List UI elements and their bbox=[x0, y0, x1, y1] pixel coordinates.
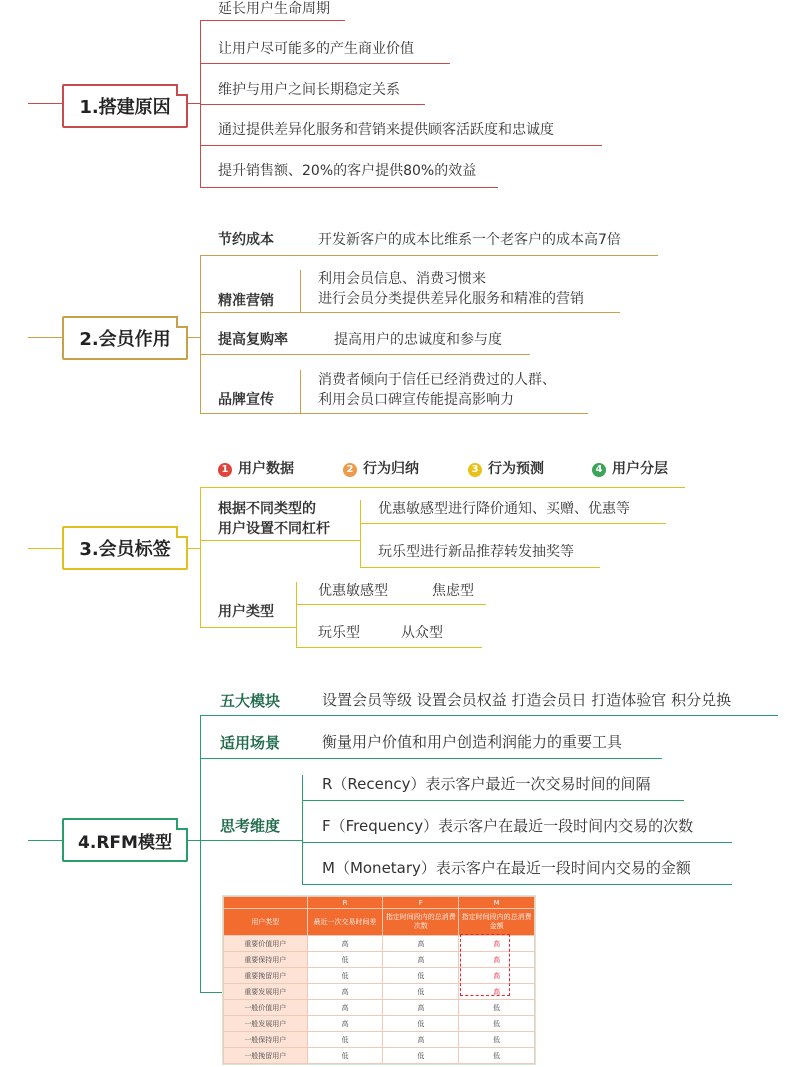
underline bbox=[200, 758, 662, 759]
type-item: 从众型 bbox=[401, 625, 443, 641]
header-cell: 用户类型 bbox=[224, 909, 308, 936]
underline bbox=[200, 312, 620, 313]
header-cell: M bbox=[459, 897, 535, 909]
branch-line bbox=[302, 775, 303, 885]
step-label: 行为归纳 bbox=[363, 461, 419, 477]
table-cell: 高 bbox=[459, 984, 535, 1000]
role-desc: 利用会员口碑宣传能提高影响力 bbox=[318, 392, 514, 408]
role-desc: 开发新客户的成本比维系一个老客户的成本高7倍 bbox=[318, 232, 621, 248]
lever-label: 根据不同类型的 bbox=[218, 501, 316, 517]
table-cell: 低 bbox=[307, 1032, 383, 1048]
table-header-row bbox=[224, 897, 535, 909]
dim-item: F（Frequency）表示客户在最近一段时间内交易的次数 bbox=[322, 817, 694, 835]
table-cell: 高 bbox=[459, 968, 535, 984]
user-type-cell: 重要发展用户 bbox=[224, 984, 308, 1000]
underline bbox=[296, 604, 486, 605]
table-cell: 低 bbox=[383, 1048, 459, 1064]
underline bbox=[200, 715, 778, 716]
underline bbox=[200, 840, 302, 841]
connector-line bbox=[188, 548, 200, 549]
reason-item: 让用户尽可能多的产生商业价值 bbox=[218, 41, 414, 57]
user-type-cell: 一般挽留用户 bbox=[224, 1048, 308, 1064]
lever-item: 优惠敏感型进行降价通知、买赠、优惠等 bbox=[378, 501, 630, 517]
header-cell: 最近一次交易时间差 bbox=[307, 909, 383, 936]
underline bbox=[200, 255, 658, 256]
user-type-cell: 重要挽留用户 bbox=[224, 968, 308, 984]
role-desc: 进行会员分类提供差异化服务和精准的营销 bbox=[318, 291, 584, 307]
table-header-row bbox=[224, 909, 535, 936]
underline bbox=[296, 647, 482, 648]
connector-line bbox=[188, 840, 200, 841]
table-cell: 高 bbox=[307, 984, 383, 1000]
user-type-cell: 重要保持用户 bbox=[224, 952, 308, 968]
table-cell: 高 bbox=[383, 1032, 459, 1048]
role-label: 提高复购率 bbox=[218, 332, 288, 348]
table-row bbox=[224, 1032, 535, 1048]
underline bbox=[360, 567, 600, 568]
branch-line bbox=[360, 500, 361, 568]
five-label: 五大模块 bbox=[220, 692, 281, 710]
scene-label: 适用场景 bbox=[220, 734, 281, 752]
table-cell: 低 bbox=[383, 968, 459, 984]
reason-item: 通过提供差异化服务和营销来提供顾客活跃度和忠诚度 bbox=[218, 122, 554, 138]
header-cell: R bbox=[307, 897, 383, 909]
header-cell: F bbox=[383, 897, 459, 909]
connector-line bbox=[188, 103, 200, 104]
table-cell: 高 bbox=[383, 936, 459, 952]
underline bbox=[200, 627, 296, 628]
table-cell: 高 bbox=[307, 936, 383, 952]
type-item: 玩乐型 bbox=[318, 625, 360, 641]
underline bbox=[200, 145, 602, 146]
branch-line bbox=[300, 270, 301, 312]
table-cell: 低 bbox=[307, 1048, 383, 1064]
role-label: 节约成本 bbox=[218, 232, 274, 248]
step-1 bbox=[218, 460, 294, 478]
table-cell: 高 bbox=[383, 1000, 459, 1016]
scene-desc: 衡量用户价值和用户创造利润能力的重要工具 bbox=[322, 733, 623, 751]
type-item: 焦虑型 bbox=[432, 583, 474, 599]
step-label: 行为预测 bbox=[488, 461, 544, 477]
five-items: 设置会员等级 设置会员权益 打造会员日 打造体验官 积分兑换 bbox=[322, 691, 732, 709]
reason-item: 提升销售额、20%的客户提供80%的效益 bbox=[218, 163, 477, 179]
step-label: 用户数据 bbox=[238, 461, 294, 477]
connector-line bbox=[28, 103, 62, 104]
connector-line bbox=[200, 992, 222, 993]
connector-line bbox=[28, 840, 62, 841]
highlight-box bbox=[460, 934, 510, 996]
branch-line bbox=[200, 715, 201, 993]
user-type-cell: 重要价值用户 bbox=[224, 936, 308, 952]
step-number: 4 bbox=[592, 463, 606, 477]
lever-item: 玩乐型进行新品推荐转发抽奖等 bbox=[378, 544, 574, 560]
step-label: 用户分层 bbox=[612, 461, 668, 477]
section-1-title: 1.搭建原因 bbox=[62, 84, 188, 128]
dim-label: 思考维度 bbox=[220, 817, 281, 835]
table-row bbox=[224, 1016, 535, 1032]
user-type-cell: 一般价值用户 bbox=[224, 1000, 308, 1016]
header-cell bbox=[224, 897, 308, 909]
connector-line bbox=[28, 548, 62, 549]
table-cell: 高 bbox=[307, 1000, 383, 1016]
step-number: 1 bbox=[218, 463, 232, 477]
section-4-title: 4.RFM模型 bbox=[62, 818, 188, 862]
table-cell: 高 bbox=[459, 936, 535, 952]
connector-line bbox=[28, 337, 62, 338]
table-cell: 低 bbox=[459, 1048, 535, 1064]
table-cell: 高 bbox=[383, 952, 459, 968]
underline bbox=[200, 487, 685, 488]
table-cell: 高 bbox=[459, 952, 535, 968]
rfm-table-frame bbox=[222, 895, 536, 1065]
header-cell: 指定时间段内的总消费次数 bbox=[383, 909, 459, 936]
underline bbox=[302, 884, 732, 885]
dim-item: R（Recency）表示客户最近一次交易时间的间隔 bbox=[322, 775, 651, 793]
underline bbox=[200, 63, 450, 64]
underline bbox=[200, 20, 345, 21]
user-type-cell: 一般保持用户 bbox=[224, 1032, 308, 1048]
table-cell: 低 bbox=[307, 952, 383, 968]
underline bbox=[200, 187, 498, 188]
underline bbox=[200, 104, 425, 105]
table-cell: 低 bbox=[383, 1016, 459, 1032]
table-cell: 低 bbox=[307, 968, 383, 984]
underline bbox=[200, 540, 360, 541]
lever-label: 用户设置不同杠杆 bbox=[218, 521, 330, 537]
reason-item: 维护与用户之间长期稳定关系 bbox=[218, 82, 400, 98]
table-row bbox=[224, 1048, 535, 1064]
underline bbox=[302, 842, 732, 843]
dim-item: M（Monetary）表示客户在最近一段时间内交易的金额 bbox=[322, 859, 691, 877]
step-2 bbox=[343, 460, 419, 478]
role-desc: 利用会员信息、消费习惯来 bbox=[318, 271, 486, 287]
table-cell: 低 bbox=[459, 1016, 535, 1032]
role-desc: 提高用户的忠诚度和参与度 bbox=[334, 332, 502, 348]
branch-line bbox=[200, 487, 201, 627]
branch-line bbox=[300, 370, 301, 413]
role-label: 精准营销 bbox=[218, 293, 274, 309]
table-cell: 高 bbox=[307, 1016, 383, 1032]
section-2-title: 2.会员作用 bbox=[62, 316, 188, 360]
table-cell: 低 bbox=[383, 984, 459, 1000]
user-type-cell: 一般发展用户 bbox=[224, 1016, 308, 1032]
type-label: 用户类型 bbox=[218, 604, 274, 620]
branch-line bbox=[296, 582, 297, 648]
step-4 bbox=[592, 460, 668, 478]
underline bbox=[360, 523, 666, 524]
underline bbox=[302, 800, 684, 801]
step-number: 2 bbox=[343, 463, 357, 477]
role-desc: 消费者倾向于信任已经消费过的人群、 bbox=[318, 372, 556, 388]
underline bbox=[200, 354, 530, 355]
connector-line bbox=[188, 337, 200, 338]
table-row bbox=[224, 1000, 535, 1016]
reason-item: 延长用户生命周期 bbox=[218, 1, 330, 17]
section-3-title: 3.会员标签 bbox=[62, 526, 188, 570]
underline bbox=[200, 413, 588, 414]
step-3 bbox=[468, 460, 544, 478]
type-item: 优惠敏感型 bbox=[318, 583, 388, 599]
table-cell: 低 bbox=[459, 1000, 535, 1016]
step-number: 3 bbox=[468, 463, 482, 477]
branch-line bbox=[200, 255, 201, 413]
role-label: 品牌宣传 bbox=[218, 392, 274, 408]
table-cell: 低 bbox=[459, 1032, 535, 1048]
header-cell: 指定时间段内的总消费金额 bbox=[459, 909, 535, 936]
